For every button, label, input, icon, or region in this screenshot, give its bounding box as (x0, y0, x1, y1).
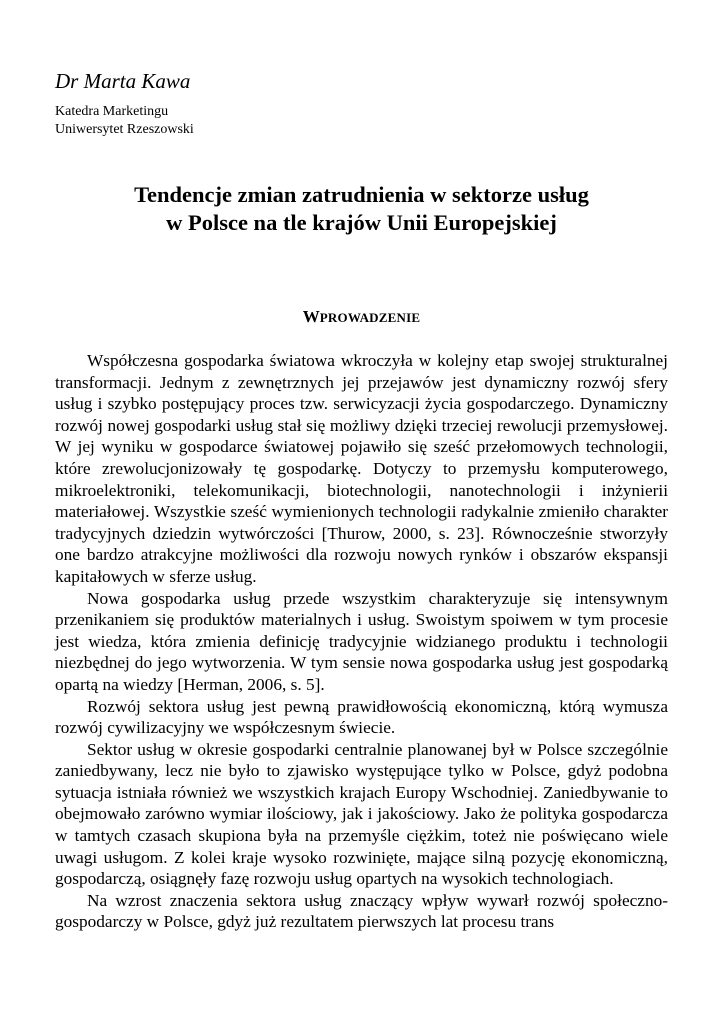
paragraph-4: Sektor usług w okresie gospodarki centralnie planowanej był w Polsce szczególnie zaniedbywany, lecz nie było to zjawisko występujące tylko w Polsce, gdyż podobna sytuacja istniała również we wszystkich krajach Europy Wschodniej. Zaniedbywanie to obejmowało zarówno wymiar ilościowy, jak i jakościowy. Jako że polityka gospodarcza w tamtych czasach skupiona była na przemyśle ciężkim, toteż nie poświęcano wiele uwagi usługom. Z kolei kraje wysoko rozwinięte, mające silną pozycję ekonomiczną, gospodarczą, osiągnęły fazę rozwoju usług opartych na wysokich technologiach. (55, 739, 668, 889)
paper-title (55, 181, 668, 237)
author-name: Dr Marta Kawa (55, 69, 191, 93)
section-heading-rest: PROWADZENIE (319, 310, 421, 325)
title-line-1: Tendencje zmian zatrudnienia w sektorze usług (134, 182, 589, 207)
section-heading-initial: W (302, 307, 320, 326)
paragraph-1: Współczesna gospodarka światowa wkroczyła w kolejny etap swojej strukturalnej transformacji. Jednym z zewnętrznych jej przejawów jest dynamiczny rozwój sfery usług i szybko postępujący proces tzw. serwicyzacji życia gospodarczego. Dynamiczny rozwój nowej gospodarki usług stał się możliwy dzięki trzeciej rewolucji przemysłowej. W jej wyniku w gospodarce światowej pojawiło się sześć przełomowych technologii, które zrewolucjonizowały tę gospodarkę. Dotyczy to przemysłu komputerowego, mikroelektroniki, telekomunikacji, biotechnologii, nanotechnologii i inżynierii materiałowej. Wszystkie sześć wymienionych technologii radykalnie zmieniło charakter tradycyjnych dziedzin wytwórczości [Thurow, 2000, s. 23]. Równocześnie stworzyły one bardzo atrakcyjne możliwości dla rozwoju nowych rynków i obszarów ekspansji kapitałowych w sferze usług. (55, 351, 668, 586)
paragraph-5: Na wzrost znaczenia sektora usług znaczący wpływ wywarł rozwój społeczno-gospodarczy w Polsce, gdyż już rezultatem pierwszych lat procesu trans (55, 890, 668, 932)
title-line-2: w Polsce na tle krajów Unii Europejskiej (166, 210, 557, 235)
department-name: Katedra Marketingu (55, 104, 169, 119)
body-text (55, 350, 668, 933)
paragraph-3: Rozwój sektora usług jest pewną prawidłowością ekonomiczną, którą wymusza rozwój cywilizacyjny we współczesnym świecie. (55, 696, 668, 738)
section-heading (55, 306, 668, 329)
paragraph-2: Nowa gospodarka usług przede wszystkim charakteryzuje się intensywnym przenikaniem się produktów materialnych i usług. Swoistym spoiwem w tym procesie jest wiedza, która zmienia definicję tradycyjnie widzianego produktu i technologii niezbędnej do jego wytworzenia. W tym sensie nowa gospodarka usług jest gospodarką opartą na wiedzy [Herman, 2006, s. 5]. (55, 588, 668, 694)
university-name: Uniwersytet Rzeszowski (55, 122, 194, 137)
paper-page (55, 68, 668, 933)
